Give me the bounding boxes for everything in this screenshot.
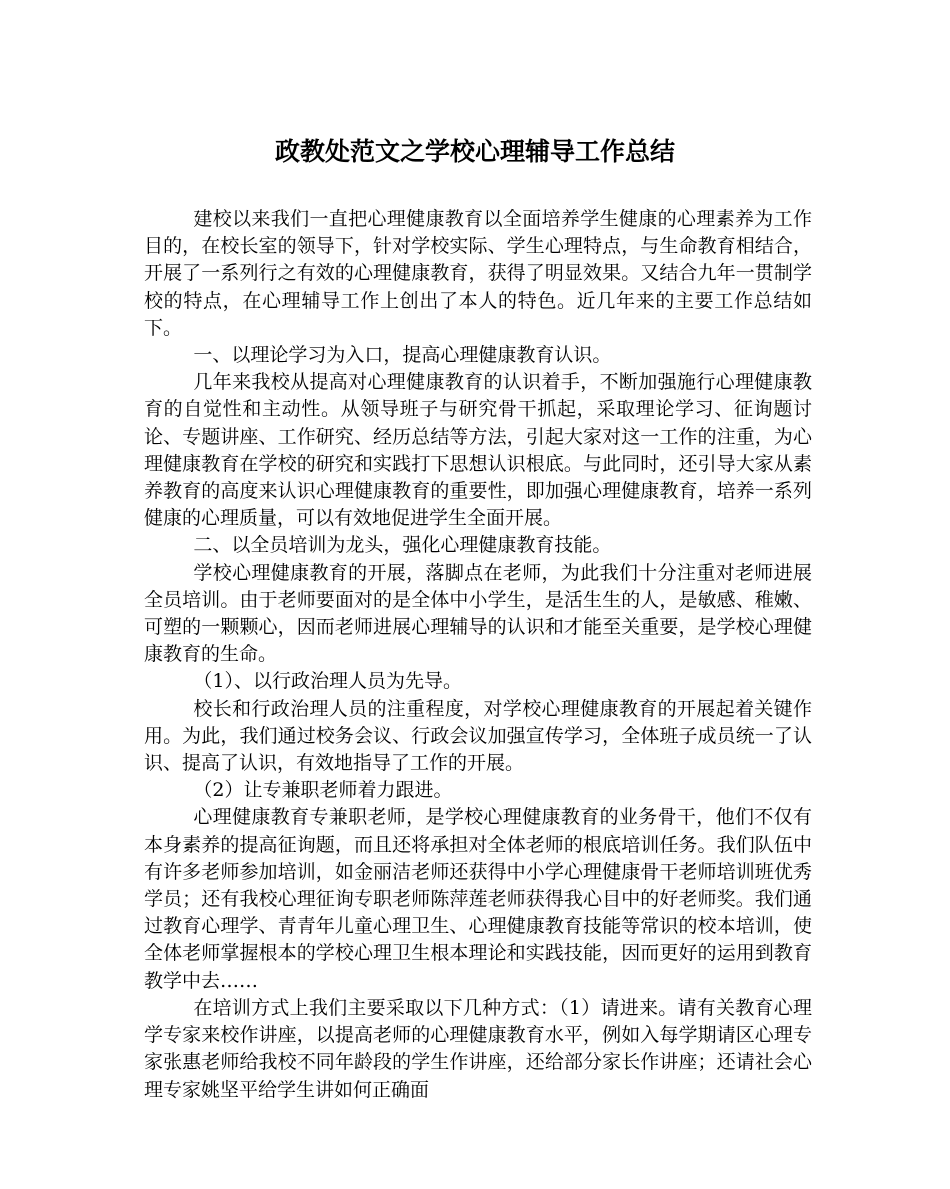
- subheading-2: （2）让专兼职老师着力跟进。: [193, 779, 453, 802]
- paragraph-section-2: 学校心理健康教育的开展，落脚点在老师，为此我们十分注重对老师进展全员培训。由于老师要面对的是全体中小学生，是活生生的人，是敏感、稚嫩、可塑的一颗颗心，因而老师进展心理辅导的认识和才能至关重要，是学校心理健康教育的生命。: [144, 561, 812, 666]
- paragraph-sub-1: 校长和行政治理人员的注重程度，对学校心理健康教育的开展起着关键作用。为此，我们通过校务会议、行政会议加强宣传学习，全体班子成员统一了认识、提高了认识，有效地指导了工作的开展。: [144, 697, 812, 775]
- paragraph-sub-2: 心理健康教育专兼职老师，是学校心理健康教育的业务骨干，他们不仅有本身素养的提高征询题，而且还将承担对全体老师的根底培训任务。我们队伍中有许多老师参加培训，如金丽洁老师还获得中小学心理健康骨干老师培训班优秀学员；还有我校心理征询专职老师陈萍莲老师获得我心目中的好老师奖。我们通过教育心理学、青青年儿童心理卫生、心理健康教育技能等常识的校本培训，使全体老师掌握根本的学校心理卫生根本理论和实践技能，因而更好的运用到教育教学中去……: [144, 806, 812, 992]
- section-heading-1: 一、以理论学习为入口，提高心理健康教育认识。: [193, 344, 612, 367]
- paragraph-intro: 建校以来我们一直把心理健康教育以全面培养学生健康的心理素养为工作目的，在校长室的领导下，针对学校实际、学生心理特点，与生命教育相结合，开展了一系列行之有效的心理健康教育，获得了明显效果。又结合九年一贯制学校的特点，在心理辅导工作上创出了本人的特色。近几年来的主要工作总结如下。: [144, 208, 812, 339]
- section-heading-2: 二、以全员培训为龙头，强化心理健康教育技能。: [193, 534, 612, 557]
- subheading-1: （1）、以行政治理人员为先导。: [193, 670, 462, 693]
- document-body: [144, 206, 812, 1104]
- paragraph-section-1: 几年来我校从提高对心理健康教育的认识着手，不断加强施行心理健康教育的自觉性和主动性。从领导班子与研究骨干抓起，采取理论学习、征询题讨论、专题讲座、工作研究、经历总结等方法，引起大家对这一工作的注重，为心理健康教育在学校的研究和实践打下思想认识根底。与此同时，还引导大家从素养教育的高度来认识心理健康教育的重要性，即加强心理健康教育，培养一系列健康的心理质量，可以有效地促进学生全面开展。: [144, 371, 812, 530]
- paragraph-training-methods: 在培训方式上我们主要采取以下几种方式：（1）请进来。请有关教育心理学专家来校作讲座，以提高老师的心理健康教育水平，例如入每学期请区心理专家张惠老师给我校不同年龄段的学生作讲座，还给部分家长作讲座；还请社会心理专家姚坚平给学生讲如何正确面: [144, 996, 812, 1101]
- document-title: 政教处范文之学校心理辅导工作总结: [274, 137, 675, 166]
